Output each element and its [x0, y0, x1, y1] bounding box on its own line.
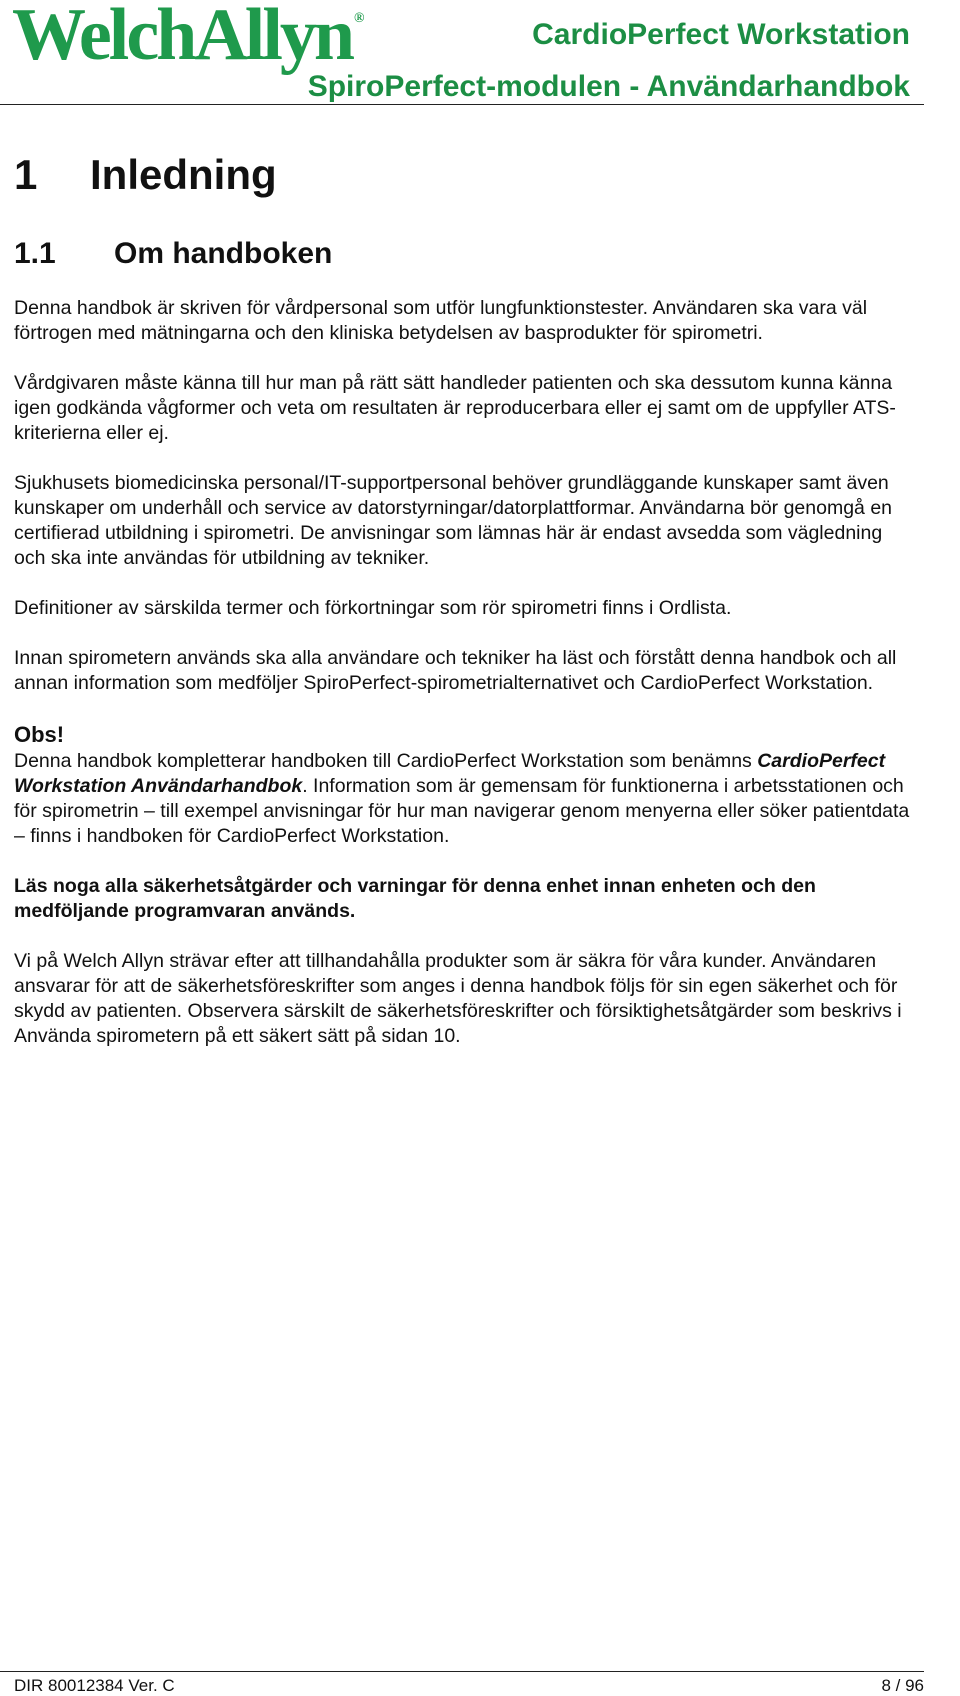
header-divider	[0, 104, 924, 105]
footer-doc-id: DIR 80012384 Ver. C	[14, 1676, 175, 1695]
paragraph-definitions: Definitioner av särskilda termer och förkortningar som rör spirometri finns i Ordlista.	[14, 597, 732, 620]
footer-page-number: 8 / 96	[881, 1676, 924, 1695]
chapter-heading	[14, 150, 914, 200]
chapter-title: Inledning	[90, 151, 277, 198]
note-text: Denna handbok kompletterar handboken till CardioPerfect Workstation som benämns CardioPerfect Workstation Användarhandbok. Information som är gemensam för funktionerna i arbetsstationen och för spirometrin – till exempel anvisningar för hur man navigerar genom menyerna eller söker patientdata – finns i handboken för CardioPerfect Workstation.	[14, 750, 910, 848]
safety-warning: Läs noga alla säkerhetsåtgärder och varningar för denna enhet innan enheten och den medföljande programvaran används.	[14, 875, 816, 923]
paragraph-caregiver: Vårdgivaren måste känna till hur man på rätt sätt handleder patienten och ska dessutom kunna känna igen godkända vågformer och veta om resultaten är reproducerbara eller ej samt om de uppfyller ATS-kriterierna eller ej.	[14, 372, 896, 445]
paragraph-before-use: Innan spirometern används ska alla användare och tekniker ha läst och förstått denna handbok och all annan information som medföljer SpiroPerfect-spirometrialternativet och CardioPerfect Workstation.	[14, 647, 897, 695]
paragraph-audience: Denna handbok är skriven för vårdpersonal som utför lungfunktionstester. Användaren ska vara väl förtrogen med mätningarna och den kliniska betydelsen av basprodukter för spirometri.	[14, 297, 868, 345]
note-heading: Obs!	[14, 722, 65, 748]
note-emphasis: CardioPerfect Workstation Användarhandbok	[14, 750, 886, 798]
header-module-title: SpiroPerfect-modulen - Användarhandbok	[307, 70, 910, 103]
page-header	[0, 0, 960, 106]
page-body	[14, 150, 914, 1049]
section-title: Om handboken	[114, 237, 333, 271]
paragraph-it-staff: Sjukhusets biomedicinska personal/IT-supportpersonal behöver grundläggande kunskaper samt även kunskaper om underhåll och service av datorstyrningar/datorplattformar. Användarna bör genomgå en certifierad utbildning i spirometri. De anvisningar som lämnas här är endast avsedda som vägledning och ska inte användas för utbildning av tekniker.	[14, 472, 893, 570]
footer-divider	[0, 1671, 924, 1672]
paragraph-closing: Vi på Welch Allyn strävar efter att tillhandahålla produkter som är säkra för våra kunder. Användaren ansvarar för att de säkerhetsföreskrifter som anges i denna handbok följs för sin egen säkerhet och för skydd av patienten. Observera särskilt de säkerhetsföreskrifter och försiktighetsåtgärder som beskrivs i Använda spirometern på ett säkert sätt på sidan 10.	[14, 950, 902, 1048]
header-product-title: CardioPerfect Workstation	[532, 18, 910, 51]
section-heading	[14, 236, 914, 272]
welch-allyn-logo: WelchAllyn ®	[12, 0, 365, 76]
section-number: 1.1	[14, 237, 56, 271]
chapter-number: 1	[14, 151, 38, 198]
